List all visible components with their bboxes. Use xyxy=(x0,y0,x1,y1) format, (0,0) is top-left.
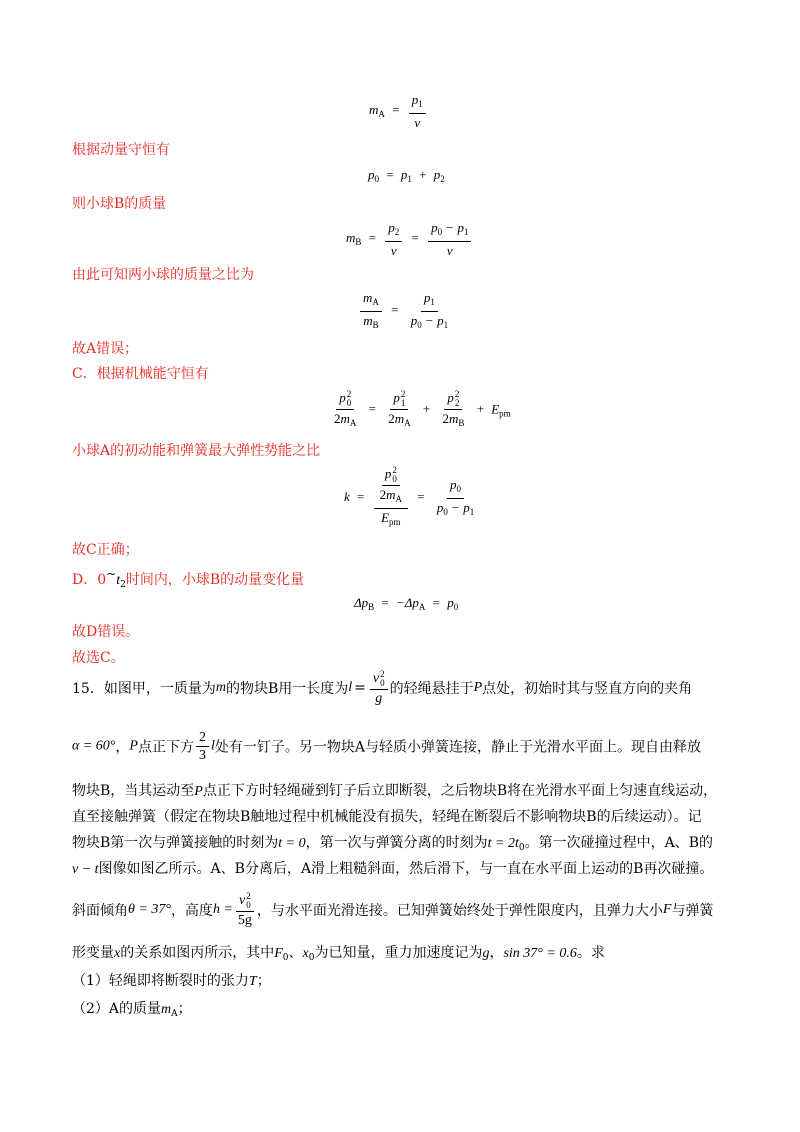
equation-momentum: $p_0 = p_1 + p_2$ xyxy=(368,167,445,184)
equation-mass-a: $m_A$ = $\frac{p_1}{v}$ xyxy=(369,92,428,130)
kinetic-energy-label: 小球A的初动能和弹簧最大弹性势能之比 xyxy=(72,443,321,459)
c-right-text: 故C正确； xyxy=(72,542,139,558)
problem-line-1: 15．如图甲，一质量为m的物块B用一长度为l = v 2 0 g 的轻绳悬挂于P点处，初始时其与竖直方向的夹角 xyxy=(72,669,693,706)
problem-line-6: v − t图像如图乙所示。A、B分离后，A滑上粗糙斜面，然后滑下，与一直在水平面上运动的B再次碰撞。 xyxy=(72,861,714,877)
c-intro-text: C．根据机械能守恒有 xyxy=(72,366,209,382)
a-wrong-text: 故A错误； xyxy=(72,341,139,357)
problem-line-3: 物块B，当其运动至P点正下方时轻绳碰到钉子后立即断裂，之后物块B将在光滑水平面上匀速直线运动， xyxy=(72,783,718,799)
question-2: （2）A的质量$m_A$； xyxy=(72,1001,192,1019)
problem-line-4: 直至接触弹簧（假定在物块B触地过程中机械能没有损失，轻绳在断裂后不影响物块B的后续运动）。记 xyxy=(72,809,702,825)
momentum-conservation-label: 根据动量守恒有 xyxy=(72,142,170,158)
equation-k-ratio: k = p 2 0 $2m_A$ $E_{pm}$ = $\frac{p_0}{p_0 - p_1}$ xyxy=(344,465,475,528)
equation-mass-b: $m_B$ = $\frac{p_2}{v}$ = $\frac{p_0 - p_1}{v}$ xyxy=(346,220,473,258)
question-1: （1）轻绳即将断裂时的张力T； xyxy=(72,973,271,989)
mass-b-label: 则小球B的质量 xyxy=(72,196,167,212)
problem-line-2: α = 60°，P点正下方 $\frac{2}{3}$ l处有一钉子。另一物块A与轻质小弹簧连接，静止于光滑水平面上。现自由释放 xyxy=(72,730,701,763)
problem-line-5: 物块B第一次与弹簧接触的时刻为t = 0，第一次与弹簧分离的时刻为$t = 2t_0$。第一次碰撞过程中，A、B的 xyxy=(72,835,714,853)
d-intro-text: D．$0\sim t_2$时间内，小球B的动量变化量 xyxy=(72,567,305,590)
problem-line-8: 形变量x的关系如图丙所示，其中$F_0$、$x_0$为已知量，重力加速度记为g，sin 37° = 0.6。求 xyxy=(72,945,605,963)
d-wrong-text: 故D错误。 xyxy=(72,624,140,640)
equation-momentum-change: $\Delta p_B = -\Delta p_A = p_0$ xyxy=(354,595,459,612)
equation-energy: p 2 0 $2m_A$ = p 2 1 $2m_A$ + p 2 2 $2m_B$ + $E_{pm}$ xyxy=(334,389,511,429)
mass-ratio-label: 由此可知两小球的质量之比为 xyxy=(72,267,254,283)
answer-text: 故选C。 xyxy=(72,650,125,666)
problem-line-7: 斜面倾角θ = 37°，高度h = v 2 0 5g ，与水平面光滑连接。已知弹簧始终处于弹性限度内，且弹力大小F与弹簧 xyxy=(72,891,714,928)
equation-mass-ratio: $\frac{m_A}{m_B}$ = $\frac{p_1}{p_0 - p_1}$ xyxy=(358,290,453,333)
